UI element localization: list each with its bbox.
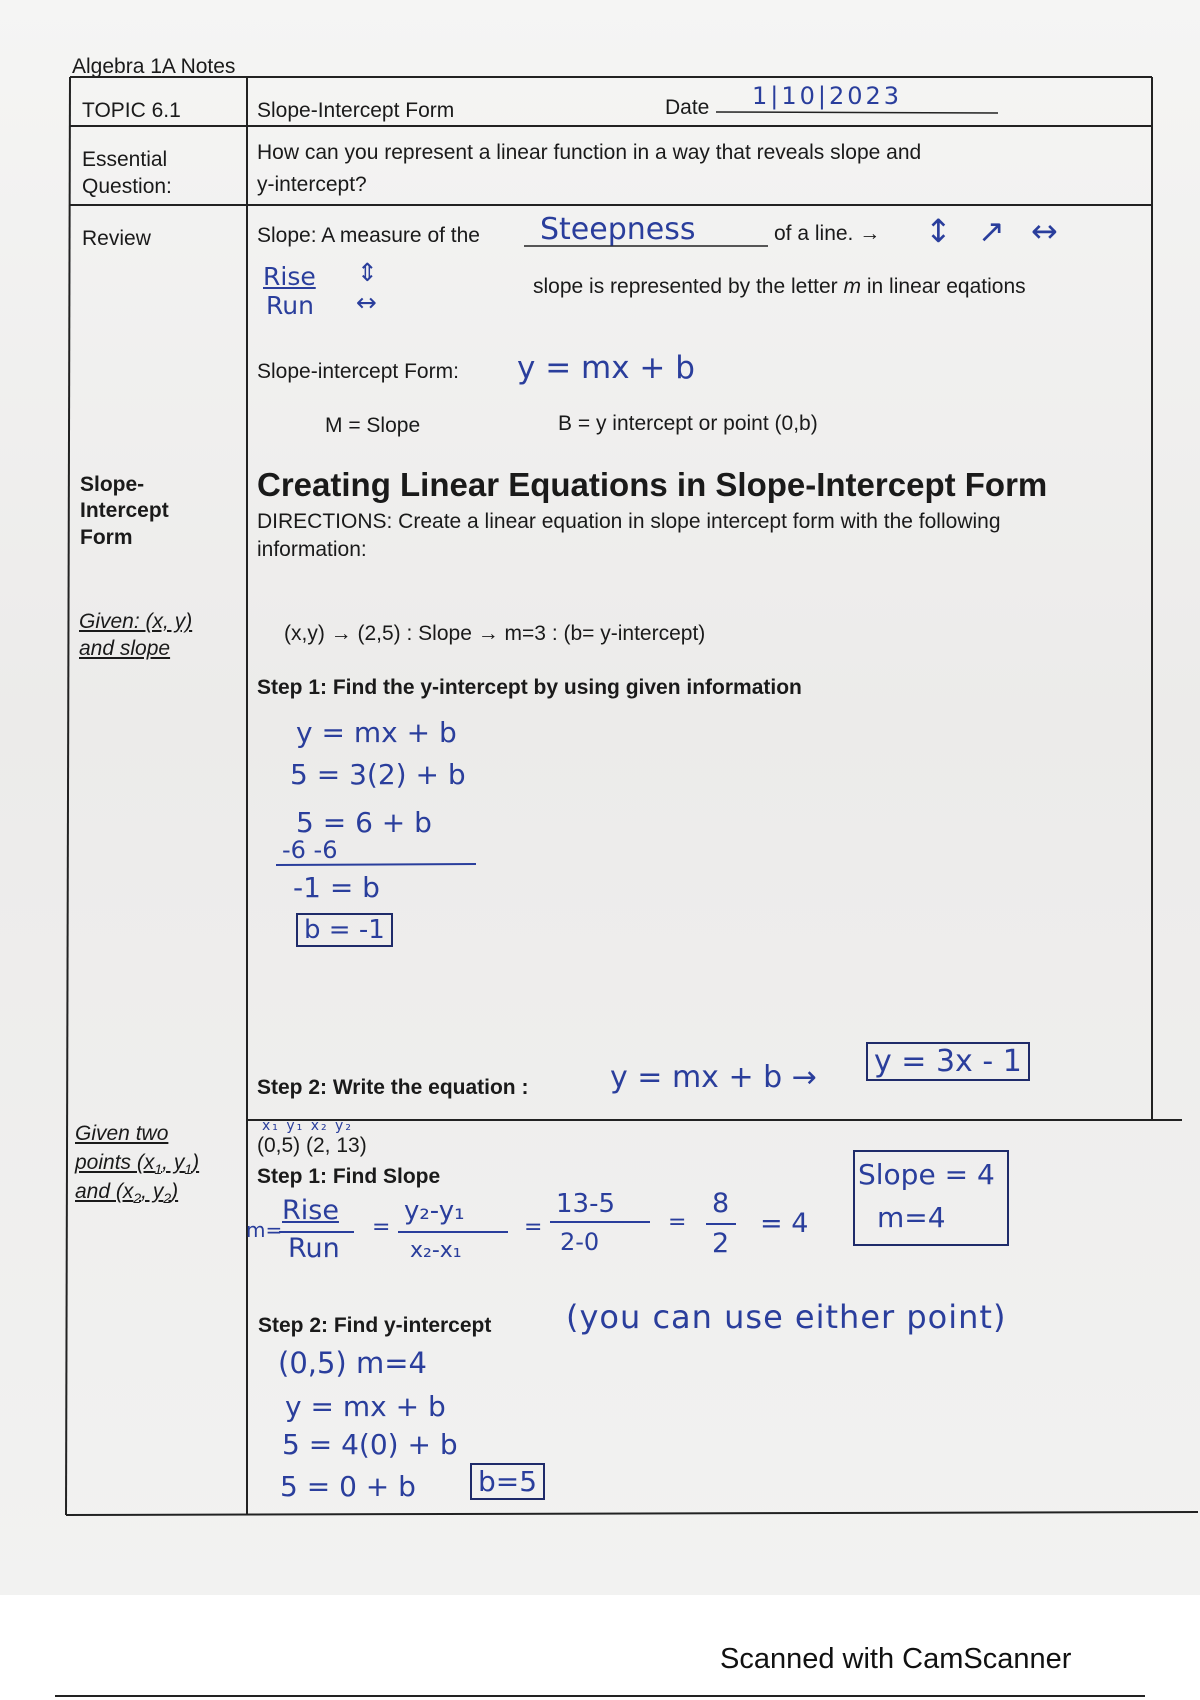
b-definition: B = y intercept or point (0,b)	[558, 412, 818, 435]
b-answer-box: b = -1	[296, 913, 393, 947]
either-point-note: (you can use either point)	[566, 1298, 1007, 1336]
review-label: Review	[82, 227, 151, 250]
two-points-label-2b: , y	[162, 1151, 185, 1174]
section-label-3: Form	[80, 526, 133, 549]
frac-num: 13-5	[556, 1189, 616, 1219]
two-points-label-2a: points (x	[75, 1151, 155, 1174]
given-point-slope-label-1: Given: (x, y)	[79, 610, 193, 633]
letter-m: m	[843, 275, 862, 298]
two-points-label-3a: and (x	[75, 1180, 134, 1203]
frac-x-diff: x₂-x₁	[410, 1238, 462, 1263]
b-five-box: b=5	[470, 1463, 545, 1500]
eq-sign-3: =	[668, 1210, 687, 1235]
frac-two: 2	[712, 1228, 730, 1259]
two-points: (0,5) (2, 13)	[257, 1134, 367, 1157]
final-equation-box: y = 3x - 1	[866, 1042, 1030, 1081]
eq-sign-1: =	[372, 1215, 391, 1240]
rise-word: Rise	[263, 262, 316, 291]
step2-handwritten: y = mx + b →	[610, 1060, 817, 1095]
si-form-label: Slope-intercept Form:	[257, 360, 459, 383]
m-equals: m=	[246, 1218, 283, 1242]
two-points-label-3c: )	[171, 1180, 179, 1203]
work-line-4: -6 -6	[282, 836, 338, 864]
step2-heading: Step 2: Write the equation :	[257, 1076, 529, 1099]
si-form-handwritten: y = mx + b	[517, 350, 695, 386]
frac-rise: Rise	[282, 1195, 339, 1226]
slope-box-line-1: Slope = 4	[858, 1158, 995, 1191]
notes-title: Algebra 1A Notes	[72, 55, 236, 78]
slope-definition-prefix: Slope: A measure of the	[257, 224, 480, 247]
find-slope-heading: Step 1: Find Slope	[257, 1165, 441, 1188]
given-point-slope-label-2: and slope	[79, 637, 171, 660]
topic-title: Slope-Intercept Form	[257, 99, 455, 122]
m-definition: M = Slope	[325, 414, 421, 437]
scanned-watermark: Scanned with CamScanner	[720, 1643, 1072, 1675]
work-line-3: 5 = 6 + b	[296, 806, 432, 839]
directions-1: DIRECTIONS: Create a linear equation in slope intercept form with the following	[257, 510, 1001, 533]
frac-y-diff: y₂-y₁	[404, 1196, 465, 1226]
two-points-label-1: Given two	[75, 1122, 169, 1145]
essential-question-2: y-intercept?	[257, 173, 367, 196]
essential-label-2: Question:	[82, 175, 172, 198]
sub-1b: 1	[184, 1161, 193, 1178]
two-points-work-1: (0,5) m=4	[278, 1346, 427, 1380]
directions-2: information:	[257, 538, 367, 561]
two-points-label-2c: )	[192, 1151, 200, 1174]
point-labels: x₁ y₁ x₂ y₂	[262, 1118, 353, 1134]
two-points-label-3b: , y	[141, 1180, 164, 1203]
work-line-5: -1 = b	[293, 871, 380, 904]
letter-m-note-prefix: slope is represented by the letter	[533, 275, 838, 298]
work-line-1: y = mx + b	[296, 716, 457, 749]
sub-1a: 1	[154, 1161, 163, 1178]
two-points-work-2: y = mx + b	[285, 1390, 446, 1423]
rise-arrow-icon: ⇕	[357, 258, 378, 287]
run-word: Run	[266, 291, 314, 320]
eq-sign-2: =	[524, 1215, 543, 1240]
date-value: 1|10|2023	[752, 82, 903, 110]
footer-rule	[55, 1695, 1145, 1697]
frac-den: 2-0	[560, 1228, 600, 1256]
two-points-work-3: 5 = 4(0) + b	[282, 1428, 458, 1461]
sub-2b: 2	[163, 1190, 172, 1207]
slope-box-line-2: m=4	[877, 1201, 946, 1234]
letter-m-note-suffix: in linear eqations	[866, 275, 1026, 298]
essential-question-1: How can you represent a linear function in a way that reveals slope and	[257, 141, 922, 164]
date-label: Date	[665, 96, 710, 119]
work-line-2: 5 = 3(2) + b	[290, 758, 466, 791]
run-arrow-icon: ↔	[356, 288, 377, 317]
given-info: (x,y) → (2,5) : Slope → m=3 : (b= y-intercept)	[284, 622, 706, 645]
slope-definition-suffix: of a line. →	[774, 222, 881, 245]
find-y-intercept-heading: Step 2: Find y-intercept	[258, 1314, 492, 1337]
slope-answer: Steepness	[540, 212, 696, 247]
sub-2a: 2	[133, 1190, 142, 1207]
frac-run: Run	[288, 1233, 340, 1264]
essential-label-1: Essential	[82, 148, 168, 171]
direction-arrows: ↕ ↗ ↔	[925, 212, 1066, 250]
section-label-1: Slope-	[80, 473, 145, 496]
two-points-work-4: 5 = 0 + b	[280, 1470, 416, 1503]
step1-heading: Step 1: Find the y-intercept by using given information	[257, 676, 802, 699]
topic-label: TOPIC 6.1	[82, 99, 181, 122]
section-heading: Creating Linear Equations in Slope-Intercept Form	[257, 466, 1048, 503]
section-label-2: Intercept	[80, 499, 169, 522]
frac-eight: 8	[712, 1188, 730, 1219]
slope-result: = 4	[760, 1208, 809, 1239]
